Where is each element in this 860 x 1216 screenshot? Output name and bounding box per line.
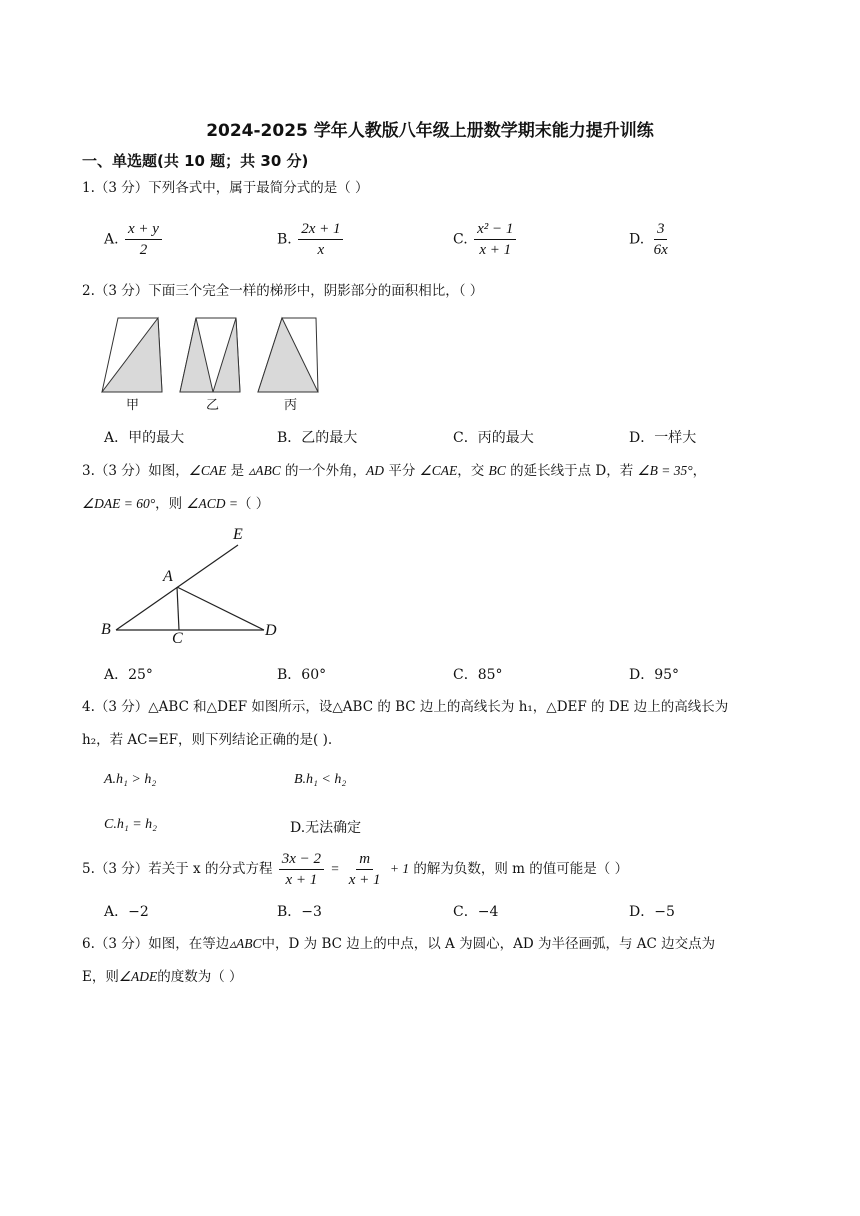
option-label: B.: [277, 231, 292, 248]
q1-option-a[interactable]: [104, 220, 164, 259]
question-4-line-2: h₂，若 AC=EF，则下列结论正确的是( ).: [82, 732, 333, 748]
q3-option-a[interactable]: A．25°: [104, 667, 153, 683]
rhs-fraction: $\frac{m}{x + 1}$: [348, 851, 381, 888]
q4-option-d[interactable]: D.无法确定: [290, 820, 362, 836]
q2-option-a[interactable]: A．甲的最大: [104, 430, 185, 446]
trapezoid-yi: [180, 318, 240, 392]
q3-option-d[interactable]: D．95°: [629, 667, 680, 683]
q2-option-d[interactable]: D．一样大: [629, 430, 697, 446]
q3-option-b[interactable]: B．60°: [277, 667, 327, 683]
q2-option-b[interactable]: B．乙的最大: [277, 430, 358, 446]
trapezoid-jia: [102, 318, 162, 392]
q1-option-d[interactable]: [629, 220, 673, 259]
fraction: $\frac{\text{x² − 1}}{x + 1}$: [474, 220, 516, 259]
q5-option-c[interactable]: C．−4: [453, 904, 499, 920]
lhs-fraction: $\frac{3x - 2}{x + 1}$: [279, 850, 324, 889]
question-1-stem: 1.（3 分）下列各式中，属于最简分式的是（ ）: [82, 180, 369, 196]
point-label-c: C: [172, 630, 183, 647]
q1-option-b[interactable]: [277, 220, 345, 259]
q4-option-b[interactable]: B.h₁ < h₂: [294, 772, 347, 787]
q2-option-c[interactable]: C．丙的最大: [453, 430, 534, 446]
fraction: $\frac{x + y}{2}$: [125, 220, 162, 259]
question-4-line-1: 4.（3 分）△ABC 和△DEF 如图所示，设△ABC 的 BC 边上的高线长为 h₁，△DEF 的 DE 边上的高线长为: [82, 699, 729, 715]
q4-option-a[interactable]: A.h₁ > h₂: [104, 772, 157, 787]
fraction: $\frac{2x + 1}{x}$: [298, 220, 343, 259]
option-label: C.: [453, 231, 468, 248]
point-label-a: A: [163, 568, 173, 585]
fraction: $\frac{3}{6x}$: [653, 221, 668, 258]
question-6-line-2: E，则∠ADE的度数为（ ）: [82, 969, 243, 985]
figure-label-yi: 乙: [206, 398, 220, 413]
point-label-e: E: [233, 526, 243, 543]
q5-option-d[interactable]: D．−5: [629, 904, 675, 920]
question-2-stem: 2.（3 分）下面三个完全一样的梯形中，阴影部分的面积相比，（ ）: [82, 283, 484, 299]
q3-option-c[interactable]: C．85°: [453, 667, 503, 683]
question-3-line-2: ∠DAE = 60°，则 ∠ACD =（ ）: [82, 496, 270, 512]
q4-option-c[interactable]: C.h₁ = h₂: [104, 817, 158, 832]
question-5-stem: 5.（3 分）若关于 x 的分式方程 $\frac{3x - 2}{x + 1}$ = $\frac{m}{x + 1}$ + 1 的解为负数，则 m 的值可能是（ ）: [82, 851, 629, 888]
figure-label-bing: 丙: [284, 398, 298, 413]
q1-option-c[interactable]: [453, 220, 518, 259]
option-label: A.: [104, 231, 119, 248]
q5-option-b[interactable]: B．−3: [277, 904, 322, 920]
figure-label-jia: 甲: [126, 398, 140, 413]
trapezoid-bing: [258, 318, 318, 392]
point-label-d: D: [265, 622, 277, 639]
q5-option-a[interactable]: A．−2: [104, 904, 149, 920]
point-label-b: B: [101, 621, 111, 638]
question-6-line-1: 6.（3 分）如图，在等边▵ABC中，D 为 BC 边上的中点，以 A 为圆心，AD 为半径画弧，与 AC 边交点为: [82, 936, 716, 952]
option-label: D.: [629, 231, 645, 248]
question-3-line-1: 3.（3 分）如图，∠CAE 是 ▵ABC 的一个外角，AD 平分 ∠CAE，交 BC 的延长线于点 D，若 ∠B = 35°，: [82, 463, 707, 479]
page-title: 2024-2025 学年人教版八年级上册数学期末能力提升训练: [206, 121, 654, 141]
section-heading: 一、单选题(共 10 题；共 30 分): [82, 152, 309, 170]
